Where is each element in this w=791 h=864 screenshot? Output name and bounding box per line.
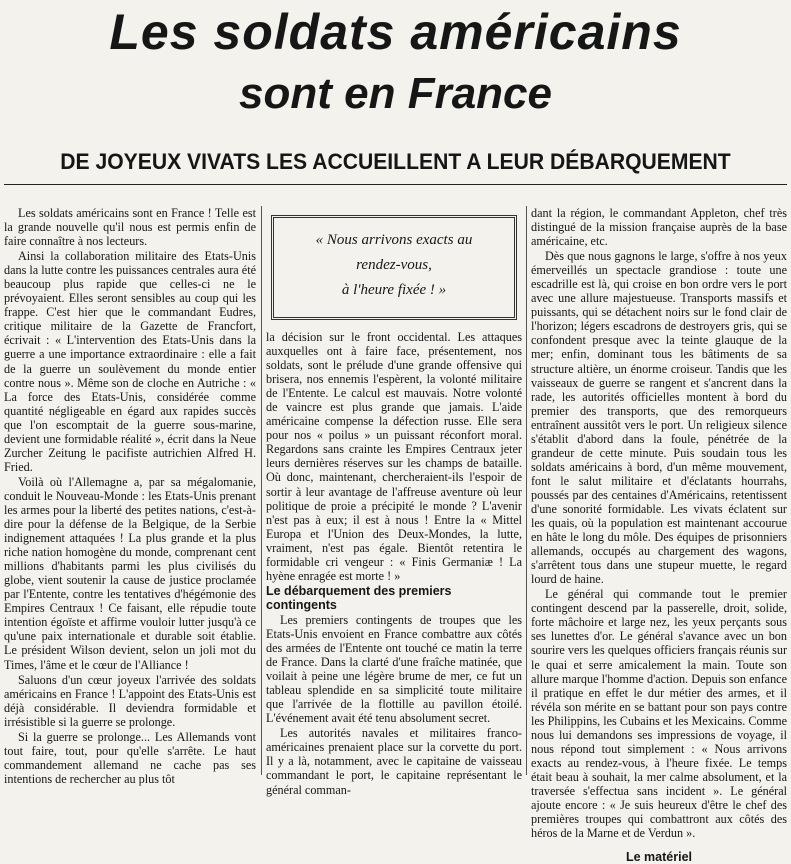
paragraph: Dès que nous gagnons le large, s'offre à nos yeux émerveillés un spectacle grandiose : toute une escadrille est là, qui croise en bon ordre vers le port avec une allure majestueuse. Transports massifs et puissants, qui se détachent noirs sur le fond clair de l'horizon; légers escadrons de destroyers gris, qui se confondent presque avec la teinte glauque de la mer; enfin, dominant tous les bâtiments de sa structure altière, un énorme croiseur. Tandis que les vaisseaux de guerre se rangent et s'ancrent dans la rade, les autorités officielles montent à bord du premier des transports, que des remorqueurs entraînent aussitôt vers le port. Un religieux silence s'établit d'abord dans la foule, pénétrée de la grandeur de cette minute. Puis soudain tous les soldats américains à bord, d'un même mouvement, font le salut militaire et d'éclatants hourrahs, poussés par des centaines d'Américains, retentissent d'une sonorité formidable. Les vivats éclatent sur les quais, où la population est maintenant accourue en hâte le long du môle. Des équipes de prisonniers allemands, occupés au chargement des wagons, s'arrêtent tous dans une stupeur muette, le regard lourd de haine. xyxy=(531,249,787,587)
paragraph: Voilà où l'Allemagne a, par sa mégalomanie, conduit le Nouveau-Monde : les Etats-Unis prenant les armes pour la liberté des petites nations, c'est-à-dire pour la défense de la Belgique, de la Serbie indignement attaquées ! La plus grande et la plus riche nation homogène du monde, comprenant cent millions d'habitants parmi les plus civilisés du globe, vient soutenir la cause de justice proclamée par l'Entente, contre les tentatives d'hégémonie des Empires Centraux ! Ce faisant, elle répudie toute intention égoïste et affirme vouloir lutter jusqu'à ce qu'une paix internationale et durable soit établie. Le président Wilson devient, selon un joli mot du Times, l'âme et le cœur de l'Alliance ! xyxy=(4,474,256,672)
column-divider-2 xyxy=(526,206,527,775)
paragraph: Le général qui commande tout le premier contingent descend par la passerelle, droit, solide, forte mâchoire et large nez, les yeux perçants sous ses lunettes d'or. Le général s'avance avec un bon sourire vers les quelques officiers français réunis sur le quai et serre amicalement la main. Toute son allure marque l'homme d'action. Depuis son enfance il pratique en effet le dur métier des armes, et il révéla son mérite en se battant pour son pays contre les Philippins, les Cubains et les Mexicains. Comme nous lui demandons ses impressions de voyage, il nous répond tout simplement : « Nous arrivons exacts au rendez-vous, à l'heure fixée. Le temps était beau à souhait, la mer calme absolument, et la traversée s'effectua sans incident ». Le général ajoute encore : « Je suis heureux d'être le chef des premières troupes qui combattront aux côtés des héros de la Marne et de Verdun ». xyxy=(531,587,787,841)
article-column-1 xyxy=(4,206,256,786)
paragraph: Ainsi la collaboration militaire des Etats-Unis dans la lutte contre les puissances centrales aura été beaucoup plus rapide que celles-ci ne le prévoyaient. Elles seront sensibles au coup qui les frappe. C'est hier que le commandant Eudres, critique militaire de la Gazette de Francfort, écrivait : « L'intervention des Etats-Unis dans la guerre a une importance extraordinaire : elle a fait de la guerre un soulèvement du monde entier contre nous ». Même son de cloche en Autriche : « La force des Etats-Unis, considérée comme quantité négligeable en égard aux rapides succès que l'on escomptait de la guerre sous-marine, devient une formidable réalité », écrit dans la Neue Zurcher Zeitung le pacifiste autrichien Alfred H. Fried. xyxy=(4,249,256,474)
quote-line-1: « Nous arrivons exacts au xyxy=(315,232,473,248)
paragraph: Les premiers contingents de troupes que les Etats-Unis envoient en France combattre aux côtés des armées de l'Entente ont touché ce matin la terre de France. Dans la clarté d'une fraîche matinée, que voilait à peine une légère brume de mer, ce fut un tableau splendide en sa simplicité toute militaire que l'arrivée de la flottille au pavillon étoilé. L'événement avait été tenu absolument secret. xyxy=(266,612,522,726)
quote-box xyxy=(271,215,517,320)
paragraph: Si la guerre se prolonge... Les Allemands vont tout faire, tout, pour qu'elle s'arrête. Le haut commandement allemand ne cache pas ses intentions de rechercher au plus tôt xyxy=(4,729,256,786)
paragraph: dant la région, le commandant Appleton, chef très distingué de la mission française auprès de la base américaine, etc. xyxy=(531,206,787,249)
paragraph: la décision sur le front occidental. Les attaques auxquelles ont à faire face, présentement, nos soldats, sont le prélude d'une grande offensive qui brisera, nos ennemis l'espèrent, la volonté militaire de l'Entente. Le calcul est mauvais. Notre volonté de vaincre est plus grande que jamais. L'aide américaine compense la défection russe. Elle sera pour nos « poilus » un puissant réconfort moral. Regardons sans crainte les Empires Centraux jeter leurs dernières réserves sur les champs de bataille. Où donc, maintenant, chercheraient-ils l'espoir de sortir à leur avantage de l'affreuse aventure où leur politique de proie a précipité le monde ? L'avenir n'est pas à eux; il est à nous ! Entre la « Mittel Europa et l'Union des Deux-Mondes, la lutte, vraiment, n'est pas égale. Bientôt retentira le formidable cri vengeur : « Finis Germaniæ ! La hyène enragée est morte ! » xyxy=(266,330,522,583)
paragraph: Saluons d'un cœur joyeux l'arrivée des soldats américains en France ! L'appoint des Etats-Unis est déjà considérable. Il deviendra formidable et irrésistible si la guerre se prolonge. xyxy=(4,672,256,729)
quote-line-2: rendez-vous, xyxy=(356,257,432,273)
paragraph: Les soldats américains sont en France ! Telle est la grande nouvelle qu'il nous est permis enfin de faire connaître à nos lecteurs. xyxy=(4,206,256,249)
column-divider-1 xyxy=(261,206,262,775)
article-column-3 xyxy=(531,206,787,864)
subheadline-underline xyxy=(4,184,787,185)
quote-line-3: à l'heure fixée ! » xyxy=(341,282,447,298)
headline-line-1: Les soldats américains xyxy=(109,4,682,60)
article-column-2 xyxy=(266,330,522,797)
section-heading-materiel: Le matériel xyxy=(625,850,692,864)
paragraph: Les autorités navales et militaires franco-américaines prenaient place sur la corvette du port. Il y a là, notamment, avec le capitaine de vaisseau commandant le port, le capitaine représentant le général comman- xyxy=(266,726,522,797)
section-heading-debarquement: Le débarquement des premiers contingents xyxy=(266,583,452,612)
subheadline: DE JOYEUX VIVATS LES ACCUEILLENT A LEUR DÉBARQUEMENT xyxy=(60,149,731,174)
headline-line-2: sont en France xyxy=(239,69,552,118)
